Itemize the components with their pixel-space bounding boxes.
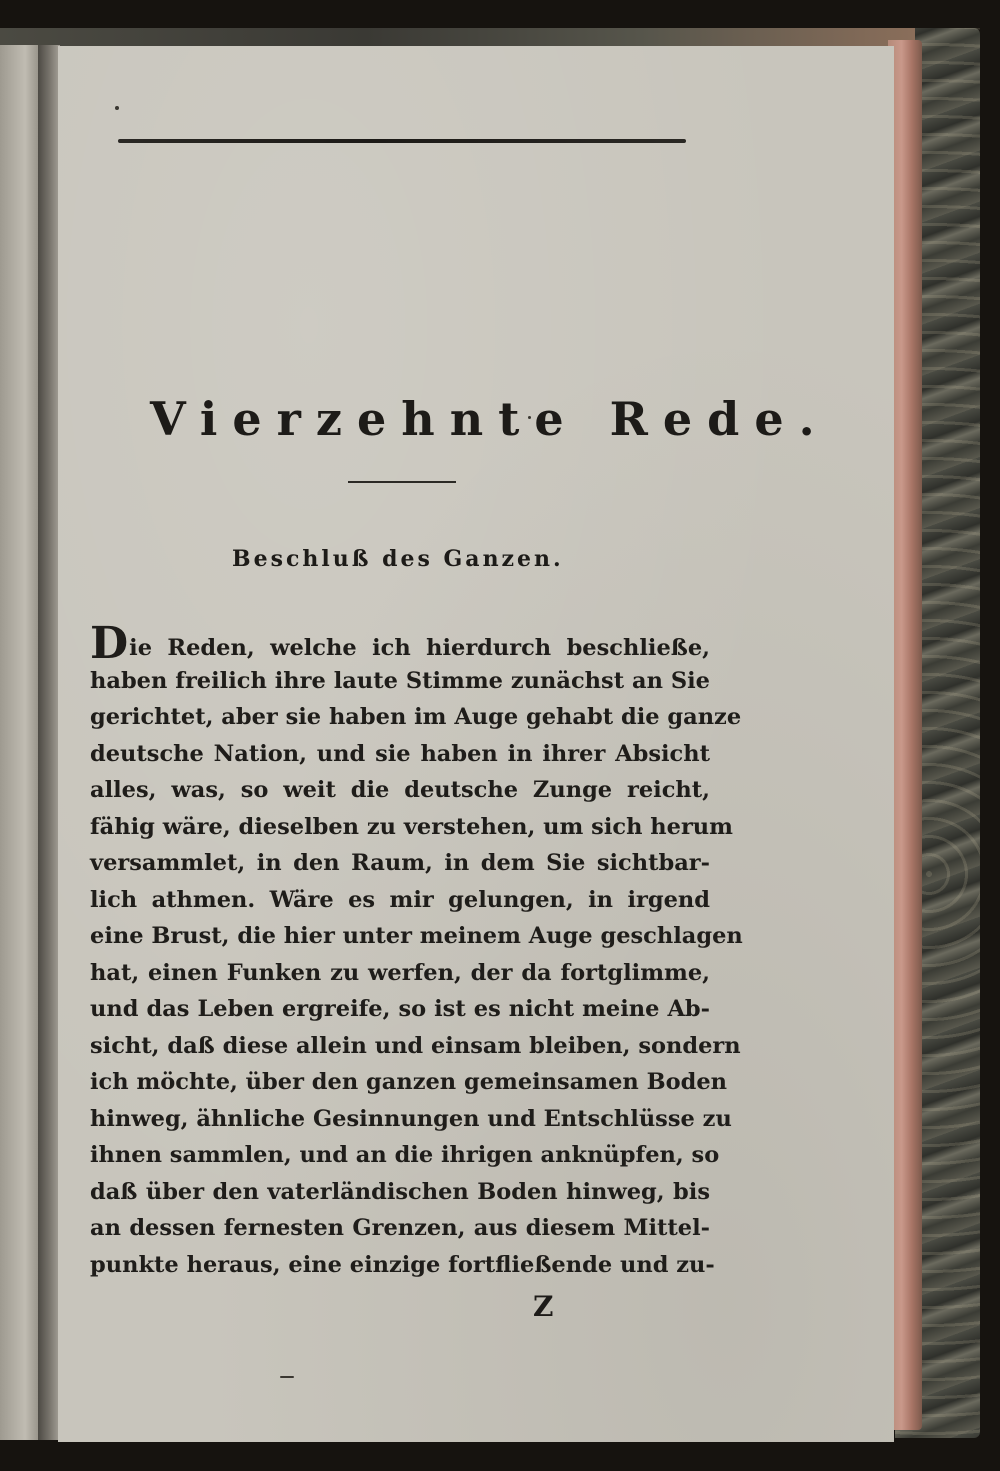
text-line-first: [90, 618, 710, 669]
drop-cap: D: [90, 618, 129, 669]
text-line: ich möchte, über den ganzen gemeinsamen Boden: [90, 1069, 728, 1095]
chapter-title: Vierzehnte Rede.: [150, 392, 830, 446]
left-facing-page: [0, 45, 42, 1440]
text-line: hat, einen Funken zu werfen, der da fortglimme,: [90, 959, 710, 986]
text-line: lich athmen. Wäre es mir gelungen, in irgend: [90, 886, 710, 913]
text-line: und das Leben ergreife, so ist es nicht meine Ab-: [90, 996, 710, 1022]
signature-mark: Z: [533, 1290, 554, 1323]
text-line: alles, was, so weit die deutsche Zunge reicht,: [90, 777, 710, 803]
text-line: sicht, daß diese allein und einsam bleiben, sondern: [90, 1032, 741, 1059]
paper-speck: [280, 1376, 294, 1378]
book-gutter: [38, 45, 60, 1440]
body-text: [90, 618, 743, 1283]
first-line-text: ie Reden, welche ich hierdurch beschließe,: [129, 635, 710, 661]
paper-speck: [115, 106, 119, 110]
header-rule: [118, 139, 686, 143]
text-line: an dessen fernesten Grenzen, aus diesem Mittel-: [90, 1215, 710, 1241]
text-line: haben freilich ihre laute Stimme zunächst an Sie: [90, 667, 710, 694]
title-divider: [348, 481, 456, 483]
text-line: fähig wäre, dieselben zu verstehen, um sich herum: [90, 813, 733, 840]
text-line: eine Brust, die hier unter meinem Auge geschlagen: [90, 923, 743, 949]
text-line: daß über den vaterländischen Boden hinweg, bis: [90, 1178, 710, 1205]
chapter-subtitle: Beschluß des Ganzen.: [232, 546, 564, 572]
text-line: hinweg, ähnliche Gesinnungen und Entschlüsse zu: [90, 1105, 732, 1132]
text-line: deutsche Nation, und sie haben in ihrer Absicht: [90, 740, 710, 767]
text-line: ihnen sammlen, und an die ihrigen anknüpfen, so: [90, 1142, 720, 1168]
text-line: punkte heraus, eine einzige fortfließende und zu-: [90, 1251, 715, 1278]
text-line: gerichtet, aber sie haben im Auge gehabt die ganze: [90, 704, 742, 730]
text-line: versammlet, in den Raum, in dem Sie sichtbar-: [90, 850, 710, 876]
